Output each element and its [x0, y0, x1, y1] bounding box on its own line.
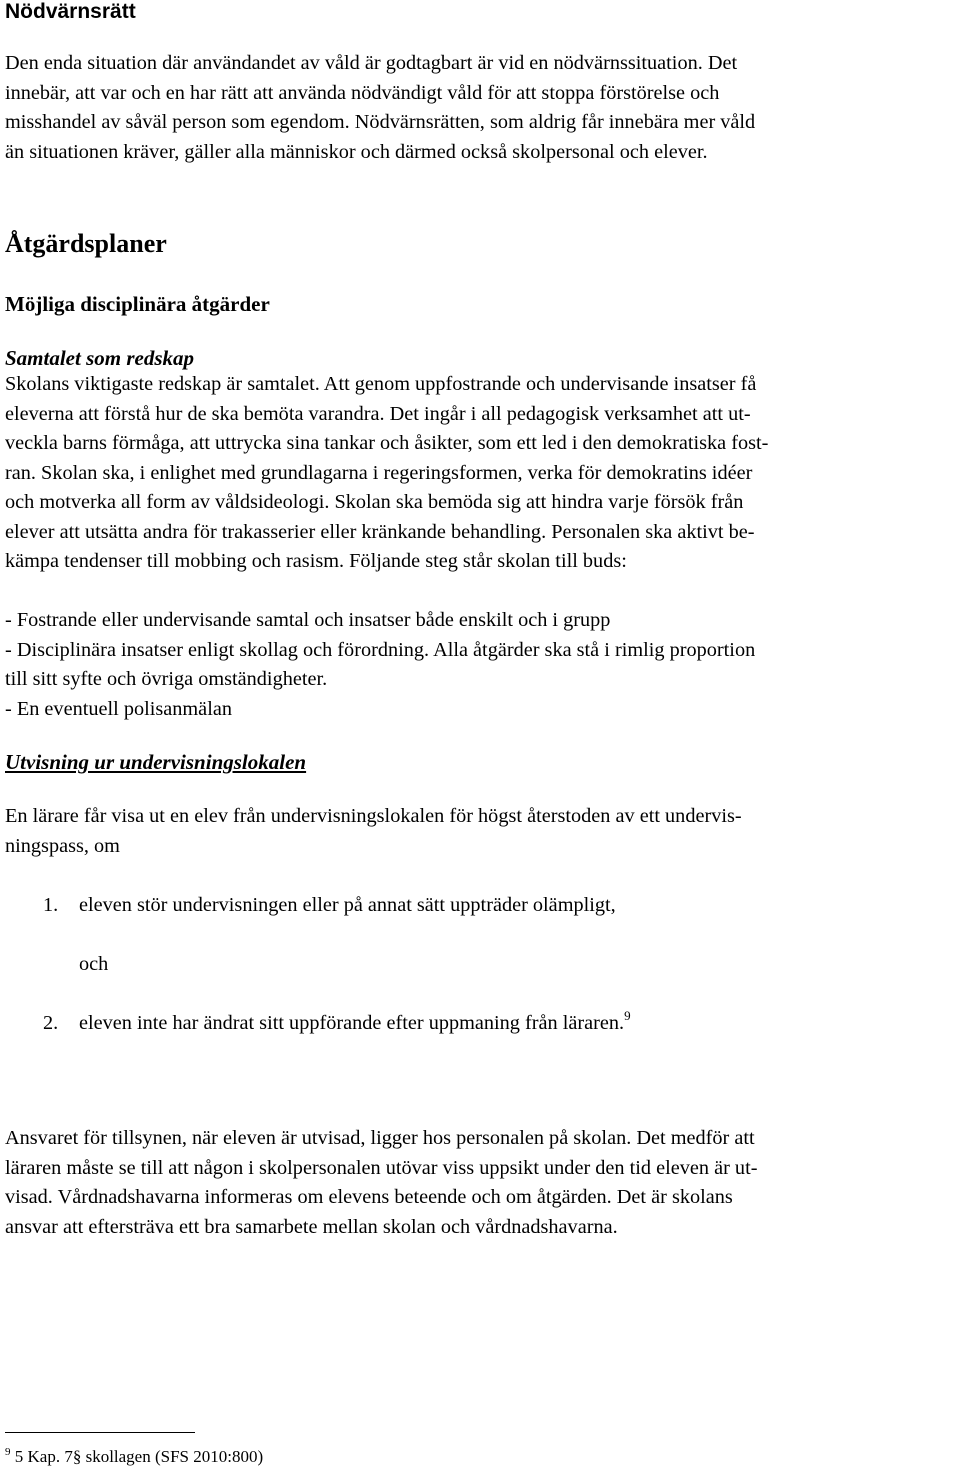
paragraph-nodvarnsratt [5, 49, 953, 167]
section-title: Nödvärnsrätt [5, 0, 136, 23]
condition-item-1 [43, 891, 616, 921]
list-item: - En eventuell polisanmälan [5, 697, 232, 720]
footnote-separator [5, 1432, 195, 1433]
text-line: ran. Skolan ska, i enlighet med grundlagarna i regeringsformen, verka för demokratins idéer [5, 461, 753, 484]
heading-mojliga-atgarder: Möjliga disciplinära åtgärder [5, 292, 270, 316]
heading-samtalet-som-redskap: Samtalet som redskap [5, 346, 195, 370]
text-line: elever att utsätta andra för trakasserier eller kränkande behandling. Personalen ska aktivt be- [5, 520, 755, 543]
paragraph-ansvaret [5, 1124, 953, 1242]
list-item: - Fostrande eller undervisande samtal och insatser både enskilt och i grupp [5, 609, 611, 631]
condition-item-2 [43, 1009, 631, 1039]
condition-text: eleven inte har ändrat sitt uppförande efter uppmaning från läraren. [79, 1012, 625, 1034]
text-line: än situationen kräver, gäller alla människor och därmed också skolpersonal och elever. [5, 140, 708, 163]
condition-number: 2. [43, 1012, 59, 1034]
steps-list [5, 606, 953, 724]
heading-atgardsplaner: Åtgärdsplaner [5, 229, 167, 258]
list-item: - Disciplinära insatser enligt skollag och förordning. Alla åtgärder ska stå i rimlig proportion [5, 638, 756, 661]
text-line: En lärare får visa ut en elev från undervisningslokalen för högst återstoden av ett undervis- [5, 805, 742, 827]
text-line: Skolans viktigaste redskap är samtalet. Att genom uppfostrande och undervisande insatser få [5, 373, 757, 395]
text-line: läraren måste se till att någon i skolpersonalen utövar viss uppsikt under den tid eleven är ut- [5, 1156, 758, 1179]
paragraph-samtalet [5, 370, 953, 577]
footnote-number: 9 [5, 1446, 11, 1458]
condition-number: 1. [43, 894, 59, 916]
footnote-text: 5 Kap. 7§ skollagen (SFS 2010:800) [10, 1447, 264, 1466]
condition-text: eleven stör undervisningen eller på annat sätt uppträder olämpligt, [79, 894, 616, 916]
text-line: veckla barns förmåga, att uttrycka sina tankar och åsikter, som ett led i den demokratiska fost- [5, 432, 769, 454]
conjunction-och: och [79, 953, 109, 975]
text-line: Ansvaret för tillsynen, när eleven är utvisad, ligger hos personalen på skolan. Det medför att [5, 1127, 755, 1149]
heading-utvisning: Utvisning ur undervisningslokalen [5, 750, 307, 774]
text-line: ansvar att eftersträva ett bra samarbete mellan skolan och vårdnadshavarna. [5, 1215, 618, 1238]
text-line: ningspass, om [5, 834, 120, 857]
text-line: kämpa tendenser till mobbing och rasism. Följande steg står skolan till buds: [5, 550, 627, 572]
text-line: eleverna att förstå hur de ska bemöta varandra. Det ingår i all pedagogisk verksamhet att ut- [5, 402, 751, 425]
text-line: och motverka all form av våldsideologi. Skolan ska bemöda sig att hindra varje försök från [5, 491, 744, 513]
text-line: innebär, att var och en har rätt att använda nödvändigt våld för att stoppa förstörelse och [5, 81, 720, 104]
text-line: Den enda situation där användandet av våld är godtagbart är vid en nödvärnssituation. Det [5, 52, 738, 74]
footnote-reference: 9 [624, 1008, 631, 1023]
list-item-continuation: till sitt syfte och övriga omständigheter. [5, 668, 328, 690]
footnote [5, 1446, 263, 1468]
text-line: visad. Vårdnadshavarna informeras om elevens beteende och om åtgärden. Det är skolans [5, 1186, 733, 1208]
paragraph-utvisning [5, 802, 953, 861]
text-line: misshandel av såväl person som egendom. Nödvärnsrätten, som aldrig får innebära mer våld [5, 111, 756, 133]
